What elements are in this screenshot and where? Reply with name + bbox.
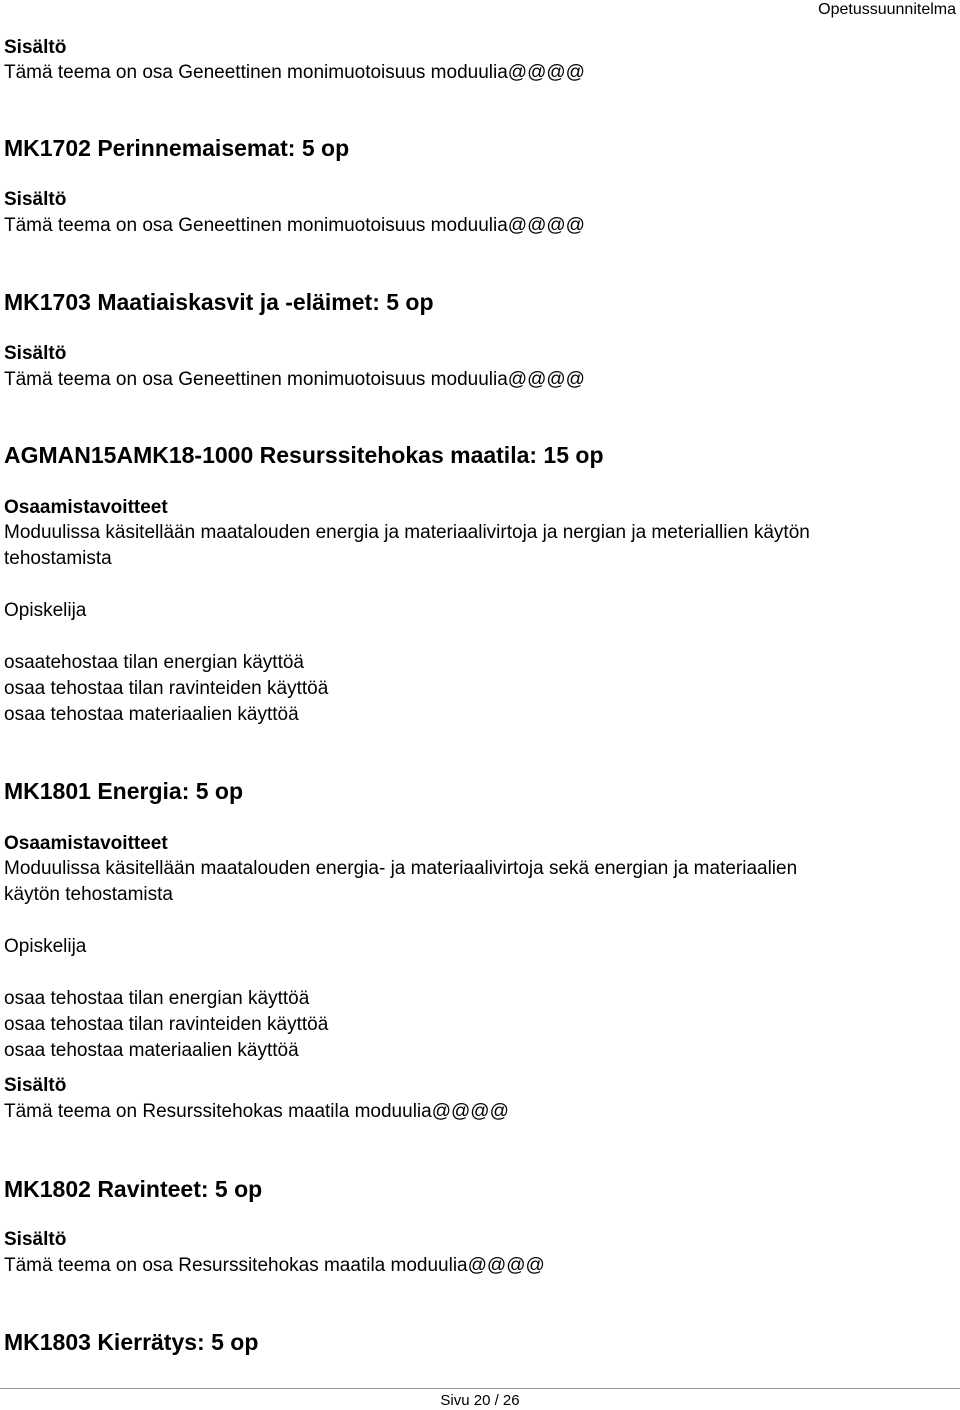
module-heading-mk1802: MK1802 Ravinteet: 5 op [4,1176,263,1202]
page-number: Sivu 20 / 26 [440,1392,520,1409]
content-text: Tämä teema on osa Resurssitehokas maatila moduulia@@@@ [4,1255,545,1276]
list-item: osaa tehostaa materiaalien käyttöä [4,1040,299,1061]
list-item: osaa tehostaa tilan ravinteiden käyttöä [4,1014,329,1035]
section-label-sisalto: Sisältö [4,37,67,58]
description-line: käytön tehostamista [4,884,173,905]
description-line: Moduulissa käsitellään maatalouden energia ja materiaalivirtoja ja nergian ja meteriallien käytön [4,522,810,543]
content-text: Tämä teema on Resurssitehokas maatila moduulia@@@@ [4,1101,509,1122]
content-text: Tämä teema on osa Geneettinen monimuotoisuus moduulia@@@@ [4,369,585,390]
document-header-title: Opetussuunnitelma [818,1,956,18]
content-text: Tämä teema on osa Geneettinen monimuotoisuus moduulia@@@@ [4,215,585,236]
section-label-sisalto: Sisältö [4,1229,67,1250]
list-item: osaa tehostaa tilan energian käyttöä [4,988,310,1009]
description-line: tehostamista [4,548,112,569]
module-heading-mk1703: MK1703 Maatiaiskasvit ja -eläimet: 5 op [4,289,434,315]
section-label-opiskelija: Opiskelija [4,936,87,957]
description-line: Moduulissa käsitellään maatalouden energia- ja materiaalivirtoja sekä energian ja materiaalien [4,858,798,879]
section-label-sisalto: Sisältö [4,1075,67,1096]
footer-divider [0,1388,960,1389]
list-item: osaa tehostaa tilan ravinteiden käyttöä [4,678,329,699]
section-label-sisalto: Sisältö [4,343,67,364]
module-heading-mk1803: MK1803 Kierrätys: 5 op [4,1329,259,1355]
section-label-opiskelija: Opiskelija [4,600,87,621]
list-item: osaatehostaa tilan energian käyttöä [4,652,304,673]
section-label-osaamistavoitteet: Osaamistavoitteet [4,833,168,854]
module-heading-mk1702: MK1702 Perinnemaisemat: 5 op [4,135,350,161]
content-text: Tämä teema on osa Geneettinen monimuotoisuus moduulia@@@@ [4,62,585,83]
module-heading-mk1801: MK1801 Energia: 5 op [4,778,244,804]
section-label-sisalto: Sisältö [4,189,67,210]
list-item: osaa tehostaa materiaalien käyttöä [4,704,299,725]
module-heading-agman: AGMAN15AMK18-1000 Resurssitehokas maatila: 15 op [4,442,604,468]
section-label-osaamistavoitteet: Osaamistavoitteet [4,497,168,518]
